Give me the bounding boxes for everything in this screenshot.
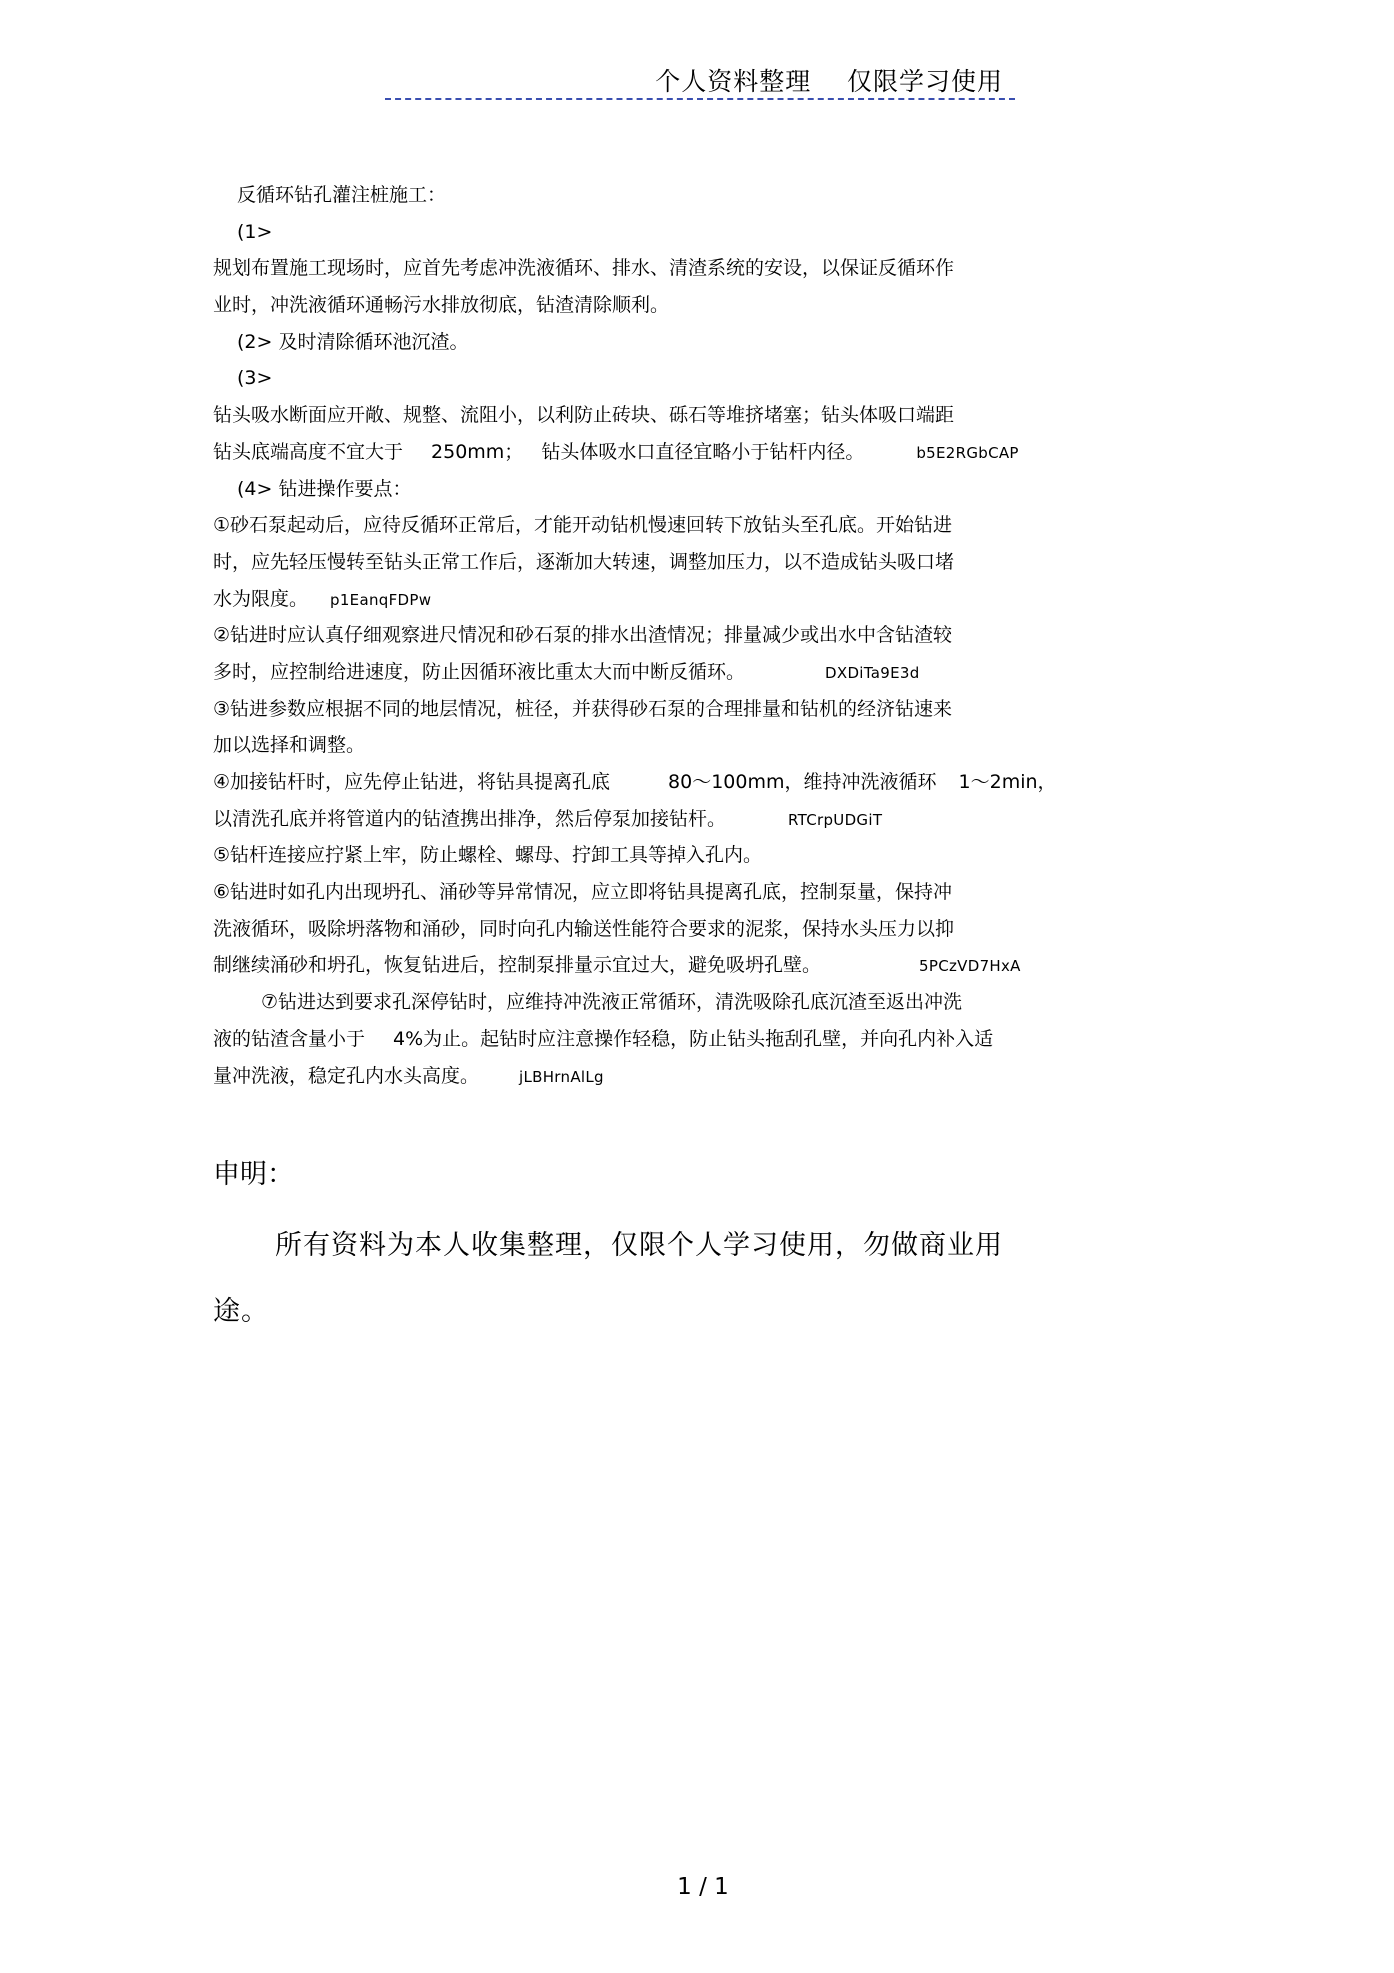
page-header	[385, 58, 1015, 100]
page-number: 1 / 1	[677, 1874, 729, 1900]
text-fragment: 以清洗孔底并将管道内的钻渣携出排净，然后停泵加接钻杆。	[213, 807, 727, 830]
text-fragment: 液的钻渣含量小于	[213, 1027, 366, 1050]
paragraph-line	[213, 434, 1213, 471]
paragraph-line: 加以选择和调整。	[213, 734, 366, 757]
document-body	[213, 177, 1213, 1094]
item-number: (1>	[237, 220, 273, 243]
section-title: 反循环钻孔灌注桩施工：	[237, 184, 447, 206]
watermark-code: DXDiTa9E3d	[825, 663, 920, 682]
text-fragment: ④加接钻杆时，应先停止钻进，将钻具提离孔底	[213, 771, 611, 793]
text-fragment: 250mm；	[431, 440, 524, 463]
paragraph-line: ⑥钻进时如孔内出现坍孔、涌砂等异常情况，应立即将钻具提离孔底，控制泵量，保持冲	[213, 881, 953, 904]
paragraph-line: (4> 钻进操作要点：	[237, 477, 412, 500]
text-fragment: 水为限度。	[213, 587, 309, 610]
paragraph-line	[213, 947, 1213, 984]
declaration-line: 所有资料为本人收集整理，仅限个人学习使用，勿做商业用	[275, 1230, 1003, 1261]
paragraph-line	[213, 1058, 1213, 1095]
paragraph-line	[213, 654, 1213, 691]
watermark-code: jLBHrnAlLg	[519, 1067, 604, 1086]
text-fragment: 钻头体吸水口直径宜略小于钻杆内径。	[541, 440, 865, 463]
paragraph-line	[213, 581, 1213, 618]
paragraph-line	[213, 801, 1213, 838]
watermark-code: RTCrpUDGiT	[788, 810, 883, 829]
item-number: (3>	[237, 367, 273, 390]
watermark-code: p1EanqFDPw	[330, 590, 432, 609]
declaration-line: 途。	[213, 1296, 269, 1327]
paragraph-line: 规划布置施工现场时，应首先考虑冲洗液循环、排水、清渣系统的安设，以保证反循环作	[213, 257, 955, 280]
watermark-code: b5E2RGbCAP	[916, 443, 1019, 462]
paragraph-line: (2> 及时清除循环池沉渣。	[237, 330, 469, 353]
text-fragment: 1～2min，	[958, 771, 1057, 793]
paragraph-line: 业时，冲洗液循环通畅污水排放彻底，钻渣清除顺利。	[213, 294, 670, 317]
text-fragment: 量冲洗液，稳定孔内水头高度。	[213, 1064, 480, 1087]
paragraph-line: ⑦钻进达到要求孔深停钻时，应维持冲洗液正常循环，清洗吸除孔底沉渣至返出冲洗	[261, 991, 963, 1014]
paragraph-line: ②钻进时应认真仔细观察进尺情况和砂石泵的排水出渣情况；排量减少或出水中含钻渣较	[213, 624, 953, 647]
text-fragment: 钻头底端高度不宜大于	[213, 440, 404, 463]
declaration	[213, 1145, 1213, 1345]
watermark-code: 5PCzVD7HxA	[919, 957, 1021, 976]
paragraph-line	[213, 764, 1213, 801]
paragraph-line	[213, 1021, 1213, 1058]
paragraph-line: 时，应先轻压慢转至钻头正常工作后，逐渐加大转速，调整加压力，以不造成钻头吸口堵	[213, 550, 955, 573]
paragraph-line: 洗液循环，吸除坍落物和涌砂，同时向孔内输送性能符合要求的泥浆，保持水头压力以抑	[213, 917, 955, 940]
text-fragment: 制继续涌砂和坍孔，恢复钻进后，控制泵排量示宜过大，避免吸坍孔壁。	[213, 954, 822, 977]
paragraph-line: ③钻进参数应根据不同的地层情况，桩径，并获得砂石泵的合理排量和钻机的经济钻速来	[213, 697, 953, 720]
text-fragment: 4%为止。起钻时应注意操作轻稳，防止钻头拖刮孔壁，并向孔内补入适	[393, 1027, 994, 1050]
text-fragment: 80～100mm，维持冲洗液循环	[668, 771, 937, 793]
header-text: 个人资料整理 仅限学习使用	[655, 67, 1003, 96]
paragraph-line: 钻头吸水断面应开敞、规整、流阻小，以利防止砖块、砾石等堆挤堵塞；钻头体吸口端距	[213, 404, 955, 427]
paragraph-line: ⑤钻杆连接应拧紧上牢，防止螺栓、螺母、拧卸工具等掉入孔内。	[213, 844, 763, 867]
text-fragment: 多时，应控制给进速度，防止因循环液比重太大而中断反循环。	[213, 660, 746, 683]
declaration-title: 申明：	[213, 1159, 294, 1190]
paragraph-line: ①砂石泵起动后，应待反循环正常后，才能开动钻机慢速回转下放钻头至孔底。开始钻进	[213, 514, 953, 537]
